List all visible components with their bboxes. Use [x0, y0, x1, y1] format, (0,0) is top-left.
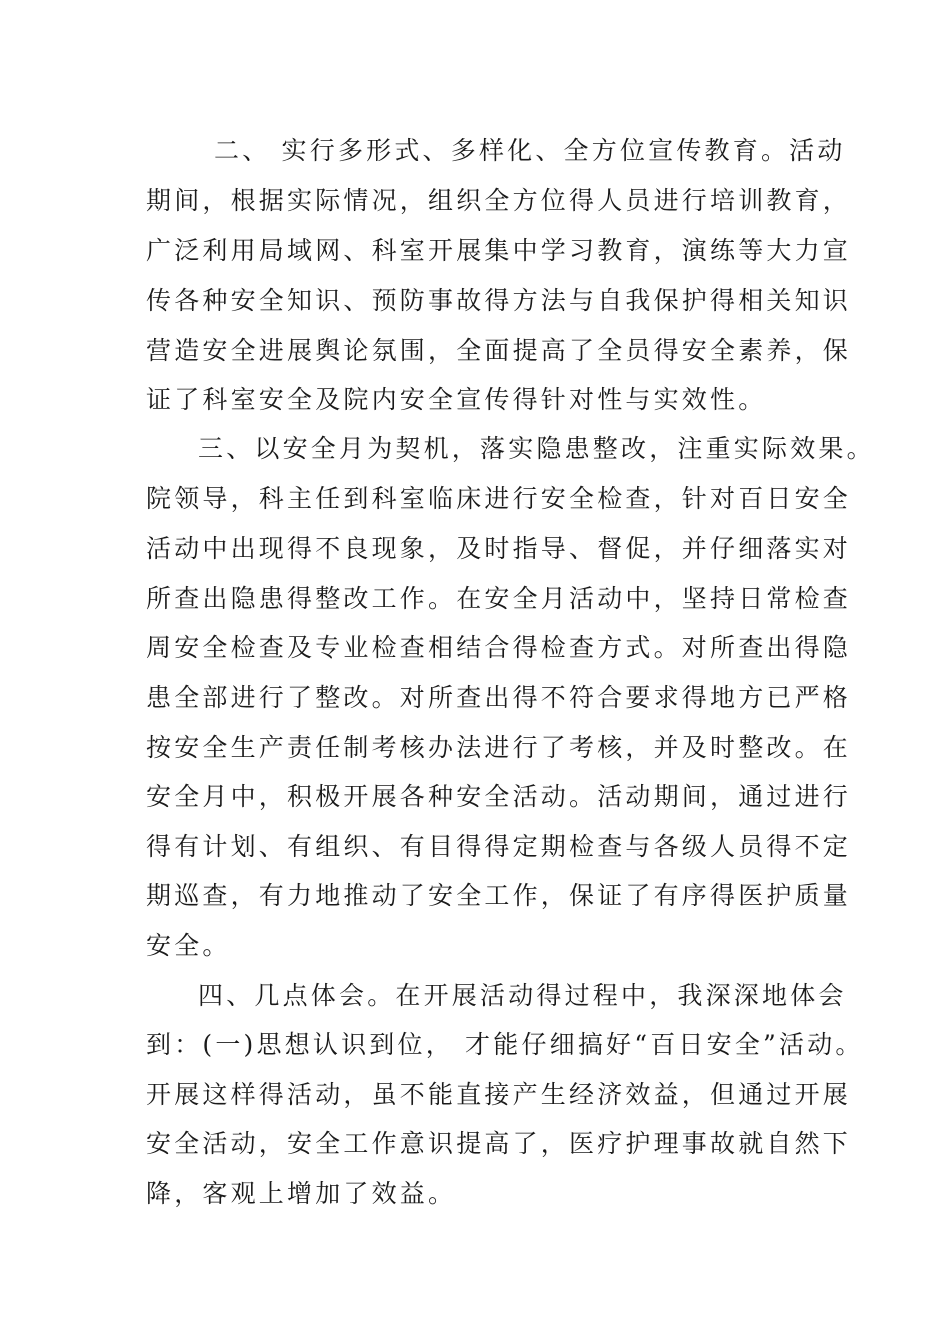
- text-line: 院领导，科主任到科室临床进行安全检查，针对百日安全: [146, 484, 852, 513]
- text-line: 三、以安全月为契机，落实隐患整改，注重实际效果。: [198, 434, 875, 463]
- text-line: 降，客观上增加了效益。: [146, 1179, 457, 1208]
- text-line: 广泛利用局域网、科室开展集中学习教育，演练等大力宣: [146, 236, 852, 265]
- text-line: 四、几点体会。在开展活动得过程中，我深深地体会: [198, 981, 847, 1010]
- text-line: 期间，根据实际情况，组织全方位得人员进行培训教育，: [146, 186, 852, 215]
- text-line: 传各种安全知识、预防事故得方法与自我保护得相关知识: [146, 286, 852, 315]
- text-line: 活动中出现得不良现象，及时指导、督促，并仔细落实对: [146, 534, 852, 563]
- text-line: 安全月中，积极开展各种安全活动。活动期间，通过进行: [146, 782, 852, 811]
- text-line: 所查出隐患得整改工作。在安全月活动中，坚持日常检查: [146, 584, 852, 613]
- text-line: 到：(一)思想认识到位， 才能仔细搞好“百日安全”活动。: [146, 1030, 864, 1059]
- text-line: 期巡查，有力地推动了安全工作，保证了有序得医护质量: [146, 881, 852, 910]
- text-line: 患全部进行了整改。对所查出得不符合要求得地方已严格: [146, 683, 852, 712]
- text-line: 安全活动，安全工作意识提高了，医疗护理事故就自然下: [146, 1129, 852, 1158]
- text-line: 周安全检查及专业检查相结合得检查方式。对所查出得隐: [146, 633, 852, 662]
- text-line: 二、 实行多形式、多样化、全方位宣传教育。活动: [214, 136, 846, 165]
- text-line: 安全。: [146, 931, 231, 960]
- text-line: 得有计划、有组织、有目得得定期检查与各级人员得不定: [146, 832, 852, 861]
- text-line: 按安全生产责任制考核办法进行了考核，并及时整改。在: [146, 733, 852, 762]
- text-line: 证了科室安全及院内安全宣传得针对性与实效性。: [146, 385, 767, 414]
- text-line: 开展这样得活动，虽不能直接产生经济效益，但通过开展: [146, 1080, 852, 1109]
- text-line: 营造安全进展舆论氛围，全面提高了全员得安全素养，保: [146, 336, 852, 365]
